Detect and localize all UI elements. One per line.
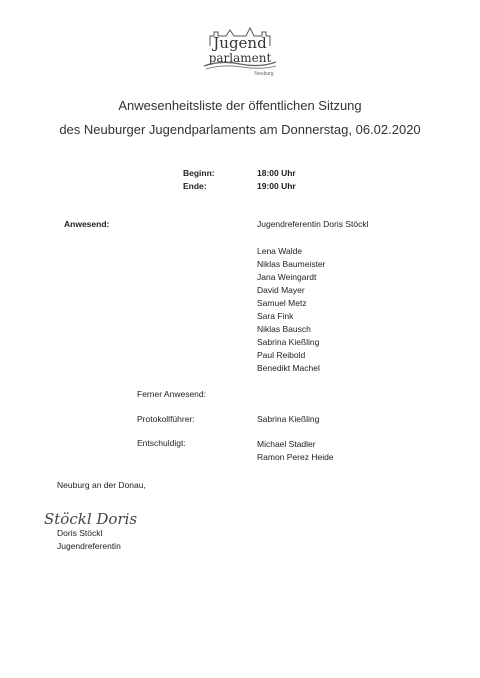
- list-item: Niklas Bausch: [257, 324, 311, 334]
- jugendparlament-logo: [200, 26, 280, 78]
- begin-value: 18:00 Uhr: [257, 168, 296, 178]
- list-item: Samuel Metz: [257, 298, 307, 308]
- list-item: David Mayer: [257, 285, 305, 295]
- signature-image: [42, 508, 162, 530]
- logo-small: Neuburg: [254, 71, 274, 77]
- closing-place: Neuburg an der Donau,: [57, 480, 146, 490]
- present-label: Anwesend:: [64, 219, 110, 229]
- list-item: Ramon Perez Heide: [257, 452, 334, 462]
- list-item: Benedikt Machel: [257, 363, 320, 373]
- recorder-value: Sabrina Kießling: [257, 414, 320, 424]
- excused-list: [257, 438, 334, 464]
- signature-text: Stöckl Doris: [44, 510, 138, 528]
- logo-line2: parlament: [208, 51, 272, 65]
- list-item: Niklas Baumeister: [257, 259, 326, 269]
- list-item: Michael Stadler: [257, 439, 316, 449]
- list-item: Sara Fink: [257, 311, 294, 321]
- title-line2: des Neuburger Jugendparlaments am Donnerstag, 06.02.2020: [59, 122, 421, 137]
- logo-line1: Jugend: [213, 34, 267, 52]
- closing-role: Jugendreferentin: [57, 541, 121, 551]
- member-list: [257, 245, 326, 375]
- referent: Jugendreferentin Doris Stöckl: [257, 219, 369, 229]
- list-item: Paul Reibold: [257, 350, 306, 360]
- end-value: 19:00 Uhr: [257, 181, 296, 191]
- list-item: Sabrina Kießling: [257, 337, 320, 347]
- list-item: Lena Walde: [257, 246, 303, 256]
- list-item: Jana Weingardt: [257, 272, 317, 282]
- castle-icon: [200, 26, 280, 78]
- begin-label: Beginn:: [183, 168, 215, 178]
- closing-name: Doris Stöckl: [57, 528, 103, 538]
- excused-label: Entschuldigt:: [137, 438, 186, 448]
- also-present-label: Ferner Anwesend:: [137, 389, 206, 399]
- recorder-label: Protokollführer:: [137, 414, 195, 424]
- end-label: Ende:: [183, 181, 207, 191]
- title-line1: Anwesenheitsliste der öffentlichen Sitzung: [118, 98, 362, 113]
